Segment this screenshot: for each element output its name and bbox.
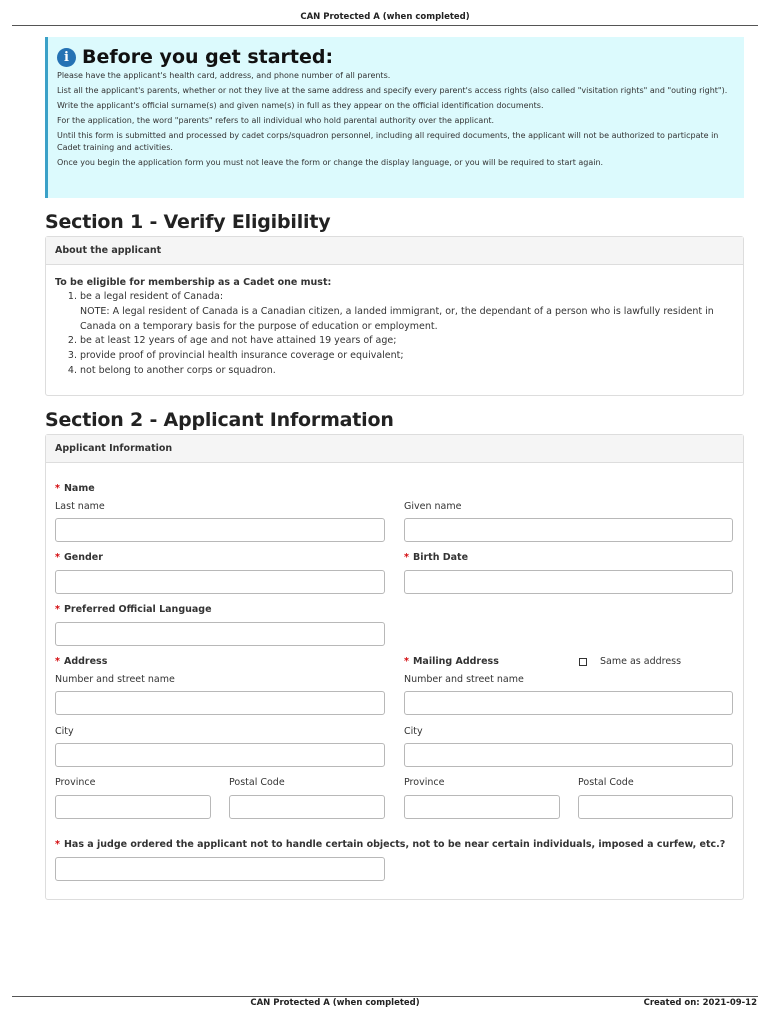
last-name-input[interactable] — [55, 518, 385, 542]
required-marker: * — [55, 552, 60, 563]
province-select[interactable] — [55, 795, 211, 819]
name-label — [55, 483, 95, 494]
gender-select[interactable] — [55, 570, 385, 594]
given-name-label: Given name — [404, 501, 462, 512]
eligibility-item: 3. provide proof of provincial health insurance coverage or equivalent; — [80, 349, 734, 364]
eligibility-lead: To be eligible for membership as a Cadet one must: — [55, 277, 332, 288]
judge-order-label-text: Has a judge ordered the applicant not to handle certain objects, not to be near certain individuals, imposed a curfew, etc.? — [63, 839, 726, 850]
info-line: Write the applicant's official surname(s) and given name(s) in full as they appear on the official identification documents. — [57, 101, 544, 110]
mailing-province-label: Province — [404, 777, 445, 788]
same-as-address-checkbox[interactable] — [579, 658, 587, 666]
mailing-street-label: Number and street name — [404, 674, 524, 685]
address-label — [55, 656, 107, 667]
city-label: City — [55, 726, 74, 737]
info-line: Once you begin the application form you must not leave the form or change the display language, or you will be required to start again. — [57, 158, 604, 167]
eligibility-content — [46, 265, 743, 379]
eligibility-item-text: be a legal resident of Canada: — [80, 291, 224, 302]
eligibility-item: 2. be at least 12 years of age and not have attained 19 years of age; — [80, 334, 734, 349]
gender-label-text: Gender — [63, 552, 103, 563]
language-label — [55, 604, 212, 615]
before-you-start-box — [45, 37, 744, 198]
street-label: Number and street name — [55, 674, 175, 685]
gender-label — [55, 552, 103, 563]
required-marker: * — [55, 839, 60, 850]
eligibility-item: 4. not belong to another corps or squadron. — [80, 364, 734, 379]
eligibility-note: NOTE: A legal resident of Canada is a Canadian citizen, a landed immigrant, or, the dependant of a person who is lawfully resident in Canada on a temporary basis for the purpose of education or employment. — [80, 305, 714, 332]
mailing-postal-code-input[interactable] — [578, 795, 733, 819]
given-name-input[interactable] — [404, 518, 733, 542]
applicant-info-panel-heading: Applicant Information — [46, 435, 743, 463]
city-input[interactable] — [55, 743, 385, 767]
birth-date-input[interactable] — [404, 570, 733, 594]
mailing-address-label-text: Mailing Address — [412, 656, 499, 667]
info-instructions — [57, 70, 734, 169]
postal-code-label: Postal Code — [229, 777, 285, 788]
eligibility-panel-heading: About the applicant — [46, 237, 743, 265]
birth-date-label — [404, 552, 468, 563]
postal-code-input[interactable] — [229, 795, 385, 819]
required-marker: * — [404, 656, 409, 667]
page-header-protected: CAN Protected A (when completed) — [300, 12, 470, 22]
street-input[interactable] — [55, 691, 385, 715]
last-name-label: Last name — [55, 501, 105, 512]
footer-created-date: Created on: 2021-09-12 — [643, 998, 757, 1008]
province-label: Province — [55, 777, 96, 788]
required-marker: * — [55, 656, 60, 667]
info-icon: i — [57, 48, 76, 67]
info-line: Please have the applicant's health card, address, and phone number of all parents. — [57, 71, 391, 80]
eligibility-list — [80, 290, 734, 379]
mailing-street-input[interactable] — [404, 691, 733, 715]
name-label-text: Name — [63, 483, 95, 494]
section2-title: Section 2 - Applicant Information — [45, 409, 394, 431]
address-label-text: Address — [63, 656, 108, 667]
eligibility-item — [80, 290, 734, 334]
required-marker: * — [55, 483, 60, 494]
language-label-text: Preferred Official Language — [63, 604, 212, 615]
mailing-province-select[interactable] — [404, 795, 560, 819]
mailing-city-input[interactable] — [404, 743, 733, 767]
section1-title: Section 1 - Verify Eligibility — [45, 211, 331, 233]
mailing-postal-code-label: Postal Code — [578, 777, 634, 788]
birth-date-label-text: Birth Date — [412, 552, 469, 563]
mailing-address-label — [404, 656, 499, 667]
judge-order-label — [55, 839, 725, 850]
header-divider — [12, 25, 758, 26]
info-title: Before you get started: — [82, 45, 334, 68]
info-line: Until this form is submitted and processed by cadet corps/squadron personnel, including all required documents, the applicant will not be authorized to particpate in Cadet training and activities. — [57, 131, 719, 152]
eligibility-panel — [45, 236, 744, 396]
footer-protected: CAN Protected A (when completed) — [250, 998, 420, 1008]
info-title-row — [57, 44, 734, 70]
info-line: List all the applicant's parents, whether or not they live at the same address and specify every parent's access rights (also called "visitation rights" and "outing right"). — [57, 86, 728, 95]
required-marker: * — [404, 552, 409, 563]
required-marker: * — [55, 604, 60, 615]
language-select[interactable] — [55, 622, 385, 646]
info-line: For the application, the word "parents" refers to all individual who hold parental authority over the applicant. — [57, 116, 495, 125]
footer-divider — [12, 996, 758, 997]
same-as-address-label: Same as address — [600, 656, 682, 667]
judge-order-select[interactable] — [55, 857, 385, 881]
applicant-info-panel — [45, 434, 744, 900]
mailing-city-label: City — [404, 726, 423, 737]
